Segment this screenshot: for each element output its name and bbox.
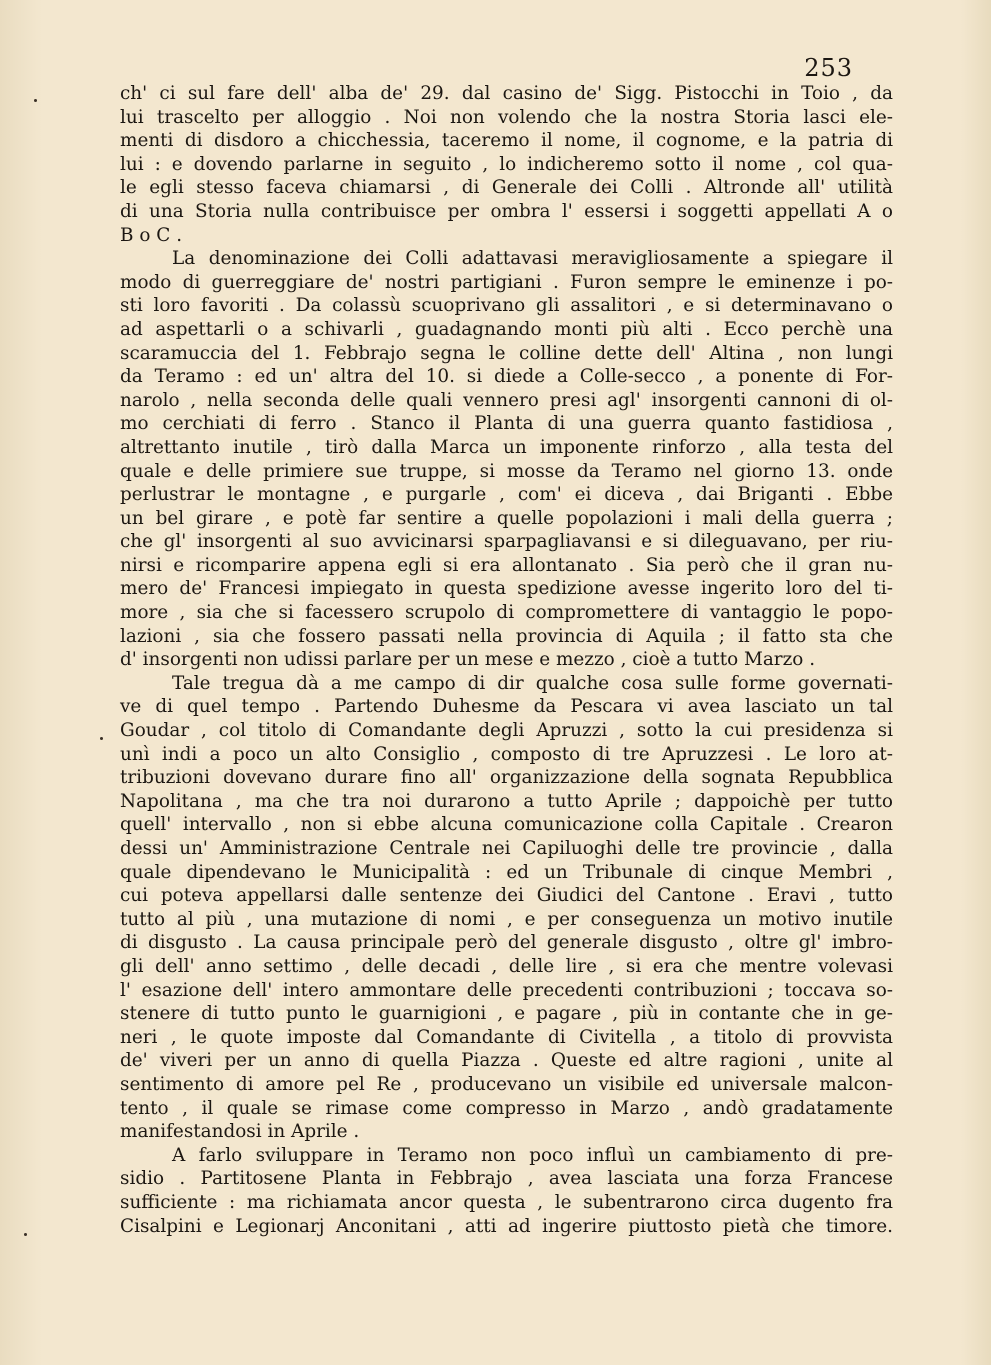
text-line: ad aspettarli o a schivarli , guadagnando monti più alti . Ecco perchè una (120, 318, 893, 340)
text-line: nirsi e ricomparire appena egli si era allontanato . Sia però che il gran nu- (120, 554, 893, 576)
text-line: quale e delle primiere sue truppe, si mosse da Teramo nel giorno 13. onde (120, 460, 893, 482)
page-edge-right (961, 0, 991, 1365)
text-line: perlustrar le montagne , e purgarle , com' ei diceva , dai Briganti . Ebbe (120, 484, 893, 506)
text-line: lui trascelto per alloggio . Noi non volendo che la nostra Storia lasci ele- (120, 106, 893, 128)
text-line: che gl' insorgenti al suo avvicinarsi sparpagliavansi e si dileguavano, per riu- (120, 531, 893, 553)
text-line: dessi un' Amministrazione Centrale nei Capiluoghi delle tre provincie , dalla (120, 838, 893, 859)
text-line: di una Storia nulla contribuisce per ombra l' essersi i soggetti appellati A o (120, 200, 893, 222)
text-line: d' insorgenti non udissi parlare per un mese e mezzo , cioè a tutto Marzo . (120, 649, 816, 671)
text-line: manifestandosi in Aprile . (120, 1121, 360, 1143)
text-line: tento , il quale se rimase come compresso in Marzo , andò gradatamente (120, 1097, 893, 1119)
margin-dot (34, 99, 37, 102)
text-line: di disgusto . La causa principale però del generale disgusto , oltre gl' imbro- (120, 932, 893, 954)
text-line: scaramuccia del 1. Febbrajo segna le colline dette dell' Altina , non lungi (120, 342, 893, 364)
text-line: stenere di tutto punto le guarnigioni , e pagare , più in contante che in ge- (120, 1003, 893, 1025)
text-line: Cisalpini e Legionarj Anconitani , atti ad ingerire piuttosto pietà che timore. (120, 1215, 893, 1237)
text-line: Napolitana , ma che tra noi durarono a tutto Aprile ; dappoichè per tutto (120, 790, 893, 812)
text-line: A farlo sviluppare in Teramo non poco influì un cambiamento di pre- (172, 1144, 893, 1166)
text-line: l' esazione dell' intero ammontare delle precedenti contribuzioni ; toccava so- (120, 979, 893, 1001)
body-text (120, 82, 893, 1238)
text-line: sidio . Partitosene Planta in Febbrajo , avea lasciata una forza Francese (120, 1168, 893, 1190)
text-line: unì indi a poco un alto Consiglio , composto di tre Apruzzesi . Le loro at- (120, 743, 893, 765)
margin-dot (24, 1233, 27, 1236)
text-line: cui poteva appellarsi dalle sentenze dei Giudici del Cantone . Eravi , tutto (120, 885, 893, 907)
text-line: B o C . (120, 224, 183, 246)
text-line: lazioni , sia che fossero passati nella provincia di Aquila ; il fatto sta che (120, 625, 893, 647)
text-line: neri , le quote imposte dal Comandante di Civitella , a titolo di provvista (120, 1026, 893, 1048)
text-line: un bel girare , e potè far sentire a quelle popolazioni i mali della guerra ; (120, 507, 893, 529)
text-line: lui : e dovendo parlarne in seguito , lo indicheremo sotto il nome , col qua- (120, 153, 893, 175)
text-line: sufficiente : ma richiamata ancor questa , le subentrarono circa dugento fra (120, 1191, 893, 1213)
text-line: sentimento di amore pel Re , producevano un visibile ed universale malcon- (120, 1073, 893, 1095)
text-line: altrettanto inutile , tirò dalla Marca un imponente rinforzo , alla testa del (120, 436, 893, 458)
page-edge-left (0, 0, 42, 1365)
text-line: narolo , nella seconda delle quali vennero presi agl' insorgenti cannoni di ol- (120, 389, 893, 411)
text-line: menti di disdoro a chicchessia, taceremo il nome, il cognome, e la patria di (120, 130, 893, 152)
text-line: ve di quel tempo . Partendo Duhesme da Pescara vi avea lasciato un tal (120, 696, 893, 718)
text-line: quell' intervallo , non si ebbe alcuna comunicazione colla Capitale . Crearon (120, 814, 893, 836)
text-line: Goudar , col titolo di Comandante degli Apruzzi , sotto la cui presidenza si (120, 720, 893, 742)
text-line: tribuzioni dovevano durare fino all' organizzazione della sognata Repubblica (120, 767, 893, 789)
text-line: La denominazione dei Colli adattavasi meravigliosamente a spiegare il (172, 248, 893, 270)
text-line: mo cerchiati di ferro . Stanco il Planta di una guerra quanto fastidiosa , (120, 413, 893, 435)
text-line: sti loro favoriti . Da colassù scuoprivano gli assalitori , e si determinavano o (120, 295, 893, 317)
text-line: more , sia che si facessero scrupolo di compromettere di vantaggio le popo- (120, 602, 893, 624)
text-line: de' viveri per un anno di quella Piazza . Queste ed altre ragioni , unite al (120, 1050, 893, 1072)
text-line: ch' ci sul fare dell' alba de' 29. dal casino de' Sigg. Pistocchi in Toio , da (120, 83, 893, 104)
text-line: modo di guerreggiare de' nostri partigiani . Furon sempre le eminenze i po- (120, 271, 893, 293)
text-line: quale dipendevano le Municipalità : ed un Tribunale di cinque Membri , (120, 861, 893, 883)
text-line: tutto al più , una mutazione di nomi , e per conseguenza un motivo inutile (120, 908, 893, 930)
page-number: 253 (804, 54, 853, 82)
text-line: Tale tregua dà a me campo di dir qualche cosa sulle forme governati- (172, 672, 893, 694)
margin-dot (100, 737, 103, 740)
text-line: da Teramo : ed un' altra del 10. si diede a Colle-secco , a ponente di For- (120, 366, 893, 388)
text-line: le egli stesso faceva chiamarsi , di Generale dei Colli . Altronde all' utilità (120, 177, 893, 199)
text-line: mero de' Francesi impiegato in questa spedizione avesse ingerito loro del ti- (120, 578, 893, 600)
text-line: gli dell' anno settimo , delle decadi , delle lire , si era che mentre volevasi (120, 955, 893, 977)
